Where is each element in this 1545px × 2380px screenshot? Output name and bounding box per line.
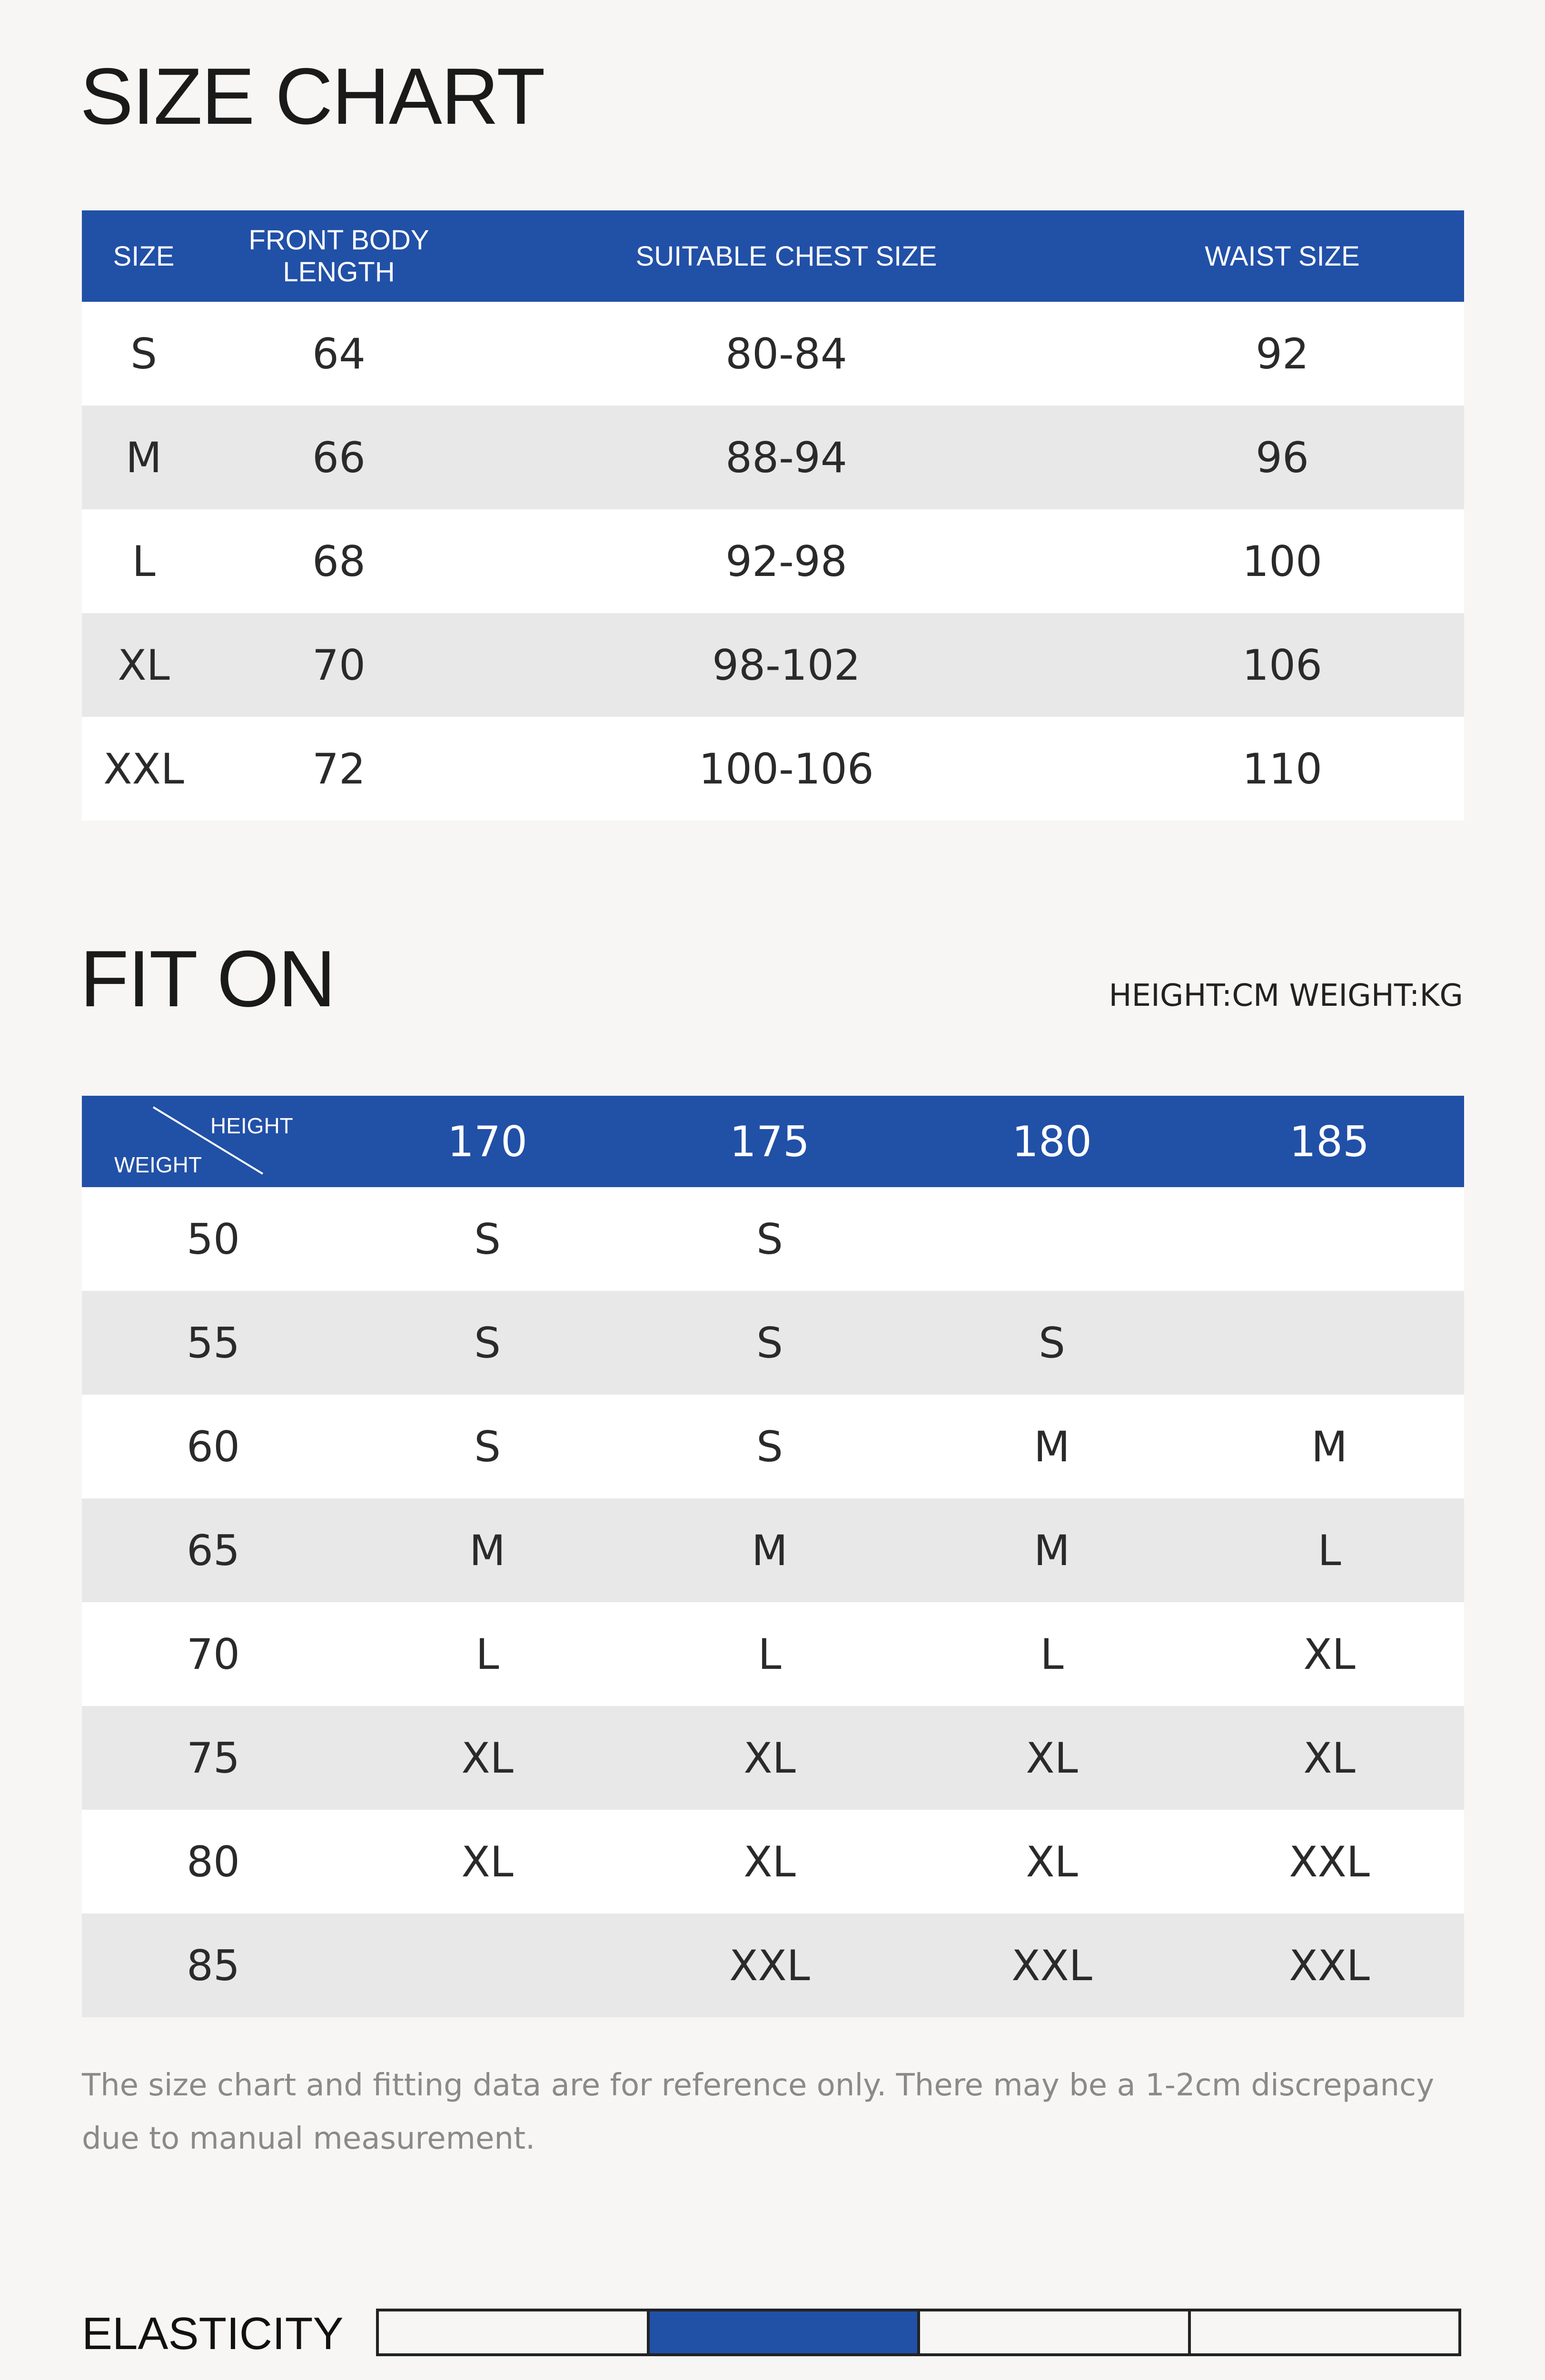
weight-cell: 85: [187, 1941, 240, 1990]
height-170: 170: [447, 1117, 527, 1166]
size-cell: S: [756, 1214, 783, 1264]
table-row: [82, 509, 1464, 613]
weight-cell: 80: [187, 1837, 240, 1886]
size-chart-header-row: [82, 210, 1464, 302]
size-cell: M: [1311, 1422, 1347, 1471]
size-cell: XXL: [1289, 1837, 1370, 1886]
table-row: [82, 717, 1464, 821]
size-cell: L: [1317, 1526, 1341, 1575]
chest-cell: 80-84: [725, 329, 847, 378]
weight-cell: 55: [187, 1318, 240, 1368]
waist-cell: 110: [1242, 744, 1322, 793]
size-cell: L: [1040, 1629, 1064, 1679]
waist-cell: 106: [1242, 640, 1322, 690]
height-175: 175: [730, 1117, 810, 1166]
chest-cell: 88-94: [725, 433, 847, 482]
table-row: [82, 1498, 1464, 1602]
size-cell: XXL: [103, 744, 184, 793]
size-cell: XL: [461, 1733, 514, 1783]
weight-cell: 50: [187, 1214, 240, 1264]
units-label: HEIGHT:CM WEIGHT:KG: [1109, 978, 1463, 1013]
size-cell: S: [130, 329, 157, 378]
disclaimer-note: The size chart and fitting data are for reference only. There may be a 1-2cm discrepancy due to manual measurement.: [82, 2068, 1435, 2156]
size-cell: L: [758, 1629, 782, 1679]
table-row: [82, 1810, 1464, 1914]
fit-on-header-row: [82, 1096, 1464, 1187]
size-cell: M: [126, 433, 162, 482]
table-row: [82, 1395, 1464, 1498]
weight-cell: 70: [187, 1629, 240, 1679]
size-cell: XXL: [1289, 1941, 1370, 1990]
table-row: [82, 406, 1464, 509]
chest-cell: 100-106: [699, 744, 874, 793]
table-row: [82, 1187, 1464, 1291]
elasticity-segment: [647, 2309, 921, 2356]
chest-cell: 92-98: [725, 536, 847, 586]
size-cell: S: [474, 1422, 501, 1471]
length-cell: 66: [312, 433, 366, 482]
size-cell: S: [1039, 1318, 1065, 1368]
table-row: [82, 1291, 1464, 1395]
header-waist-size: WAIST SIZE: [1205, 240, 1360, 272]
table-row: [82, 1602, 1464, 1706]
size-cell: XL: [1303, 1629, 1356, 1679]
elasticity-segment: [917, 2309, 1191, 2356]
size-cell: XL: [118, 640, 170, 690]
elasticity-scale-bar: [376, 2309, 1461, 2356]
size-cell: L: [132, 536, 156, 586]
size-cell: XXL: [729, 1941, 810, 1990]
length-cell: 70: [312, 640, 366, 690]
corner-header: [82, 1096, 345, 1187]
header-chest-size: SUITABLE CHEST SIZE: [635, 240, 937, 272]
waist-cell: 92: [1256, 329, 1309, 378]
size-cell: S: [474, 1318, 501, 1368]
corner-height-label: HEIGHT: [210, 1113, 293, 1138]
length-cell: 68: [312, 536, 366, 586]
size-cell: M: [752, 1526, 788, 1575]
size-cell: M: [1034, 1422, 1070, 1471]
header-front-body-length: FRONT BODY LENGTH: [248, 225, 429, 288]
length-cell: 64: [312, 329, 366, 378]
size-cell: M: [469, 1526, 505, 1575]
size-cell: S: [474, 1214, 501, 1264]
table-row: [82, 1914, 1464, 2017]
size-cell: XXL: [1011, 1941, 1092, 1990]
fit-on-table: [82, 1096, 1464, 2017]
table-row: [82, 613, 1464, 717]
weight-cell: 65: [187, 1526, 240, 1575]
size-cell: XL: [1026, 1837, 1078, 1886]
size-cell: XL: [1026, 1733, 1078, 1783]
size-cell: S: [756, 1422, 783, 1471]
weight-cell: 60: [187, 1422, 240, 1471]
elasticity-segment: [1188, 2309, 1462, 2356]
size-cell: M: [1034, 1526, 1070, 1575]
table-row: [82, 1706, 1464, 1810]
fit-on-title: FIT ON: [80, 934, 335, 1023]
size-cell: S: [756, 1318, 783, 1368]
height-185: 185: [1289, 1117, 1369, 1166]
waist-cell: 96: [1256, 433, 1309, 482]
length-cell: 72: [312, 744, 366, 793]
size-cell: XL: [461, 1837, 514, 1886]
size-chart-title: SIZE CHART: [80, 51, 545, 141]
weight-cell: 75: [187, 1733, 240, 1783]
header-size: SIZE: [113, 240, 175, 272]
table-row: [82, 302, 1464, 406]
size-cell: XL: [743, 1733, 796, 1783]
chest-cell: 98-102: [712, 640, 861, 690]
corner-weight-label: WEIGHT: [114, 1152, 202, 1177]
size-cell: L: [475, 1629, 499, 1679]
size-cell: XL: [743, 1837, 796, 1886]
elasticity-title: ELASTICITY: [82, 2308, 344, 2359]
size-chart-table: [82, 210, 1464, 821]
elasticity-segment: [376, 2309, 650, 2356]
waist-cell: 100: [1242, 536, 1322, 586]
size-cell: XL: [1303, 1733, 1356, 1783]
height-180: 180: [1012, 1117, 1092, 1166]
